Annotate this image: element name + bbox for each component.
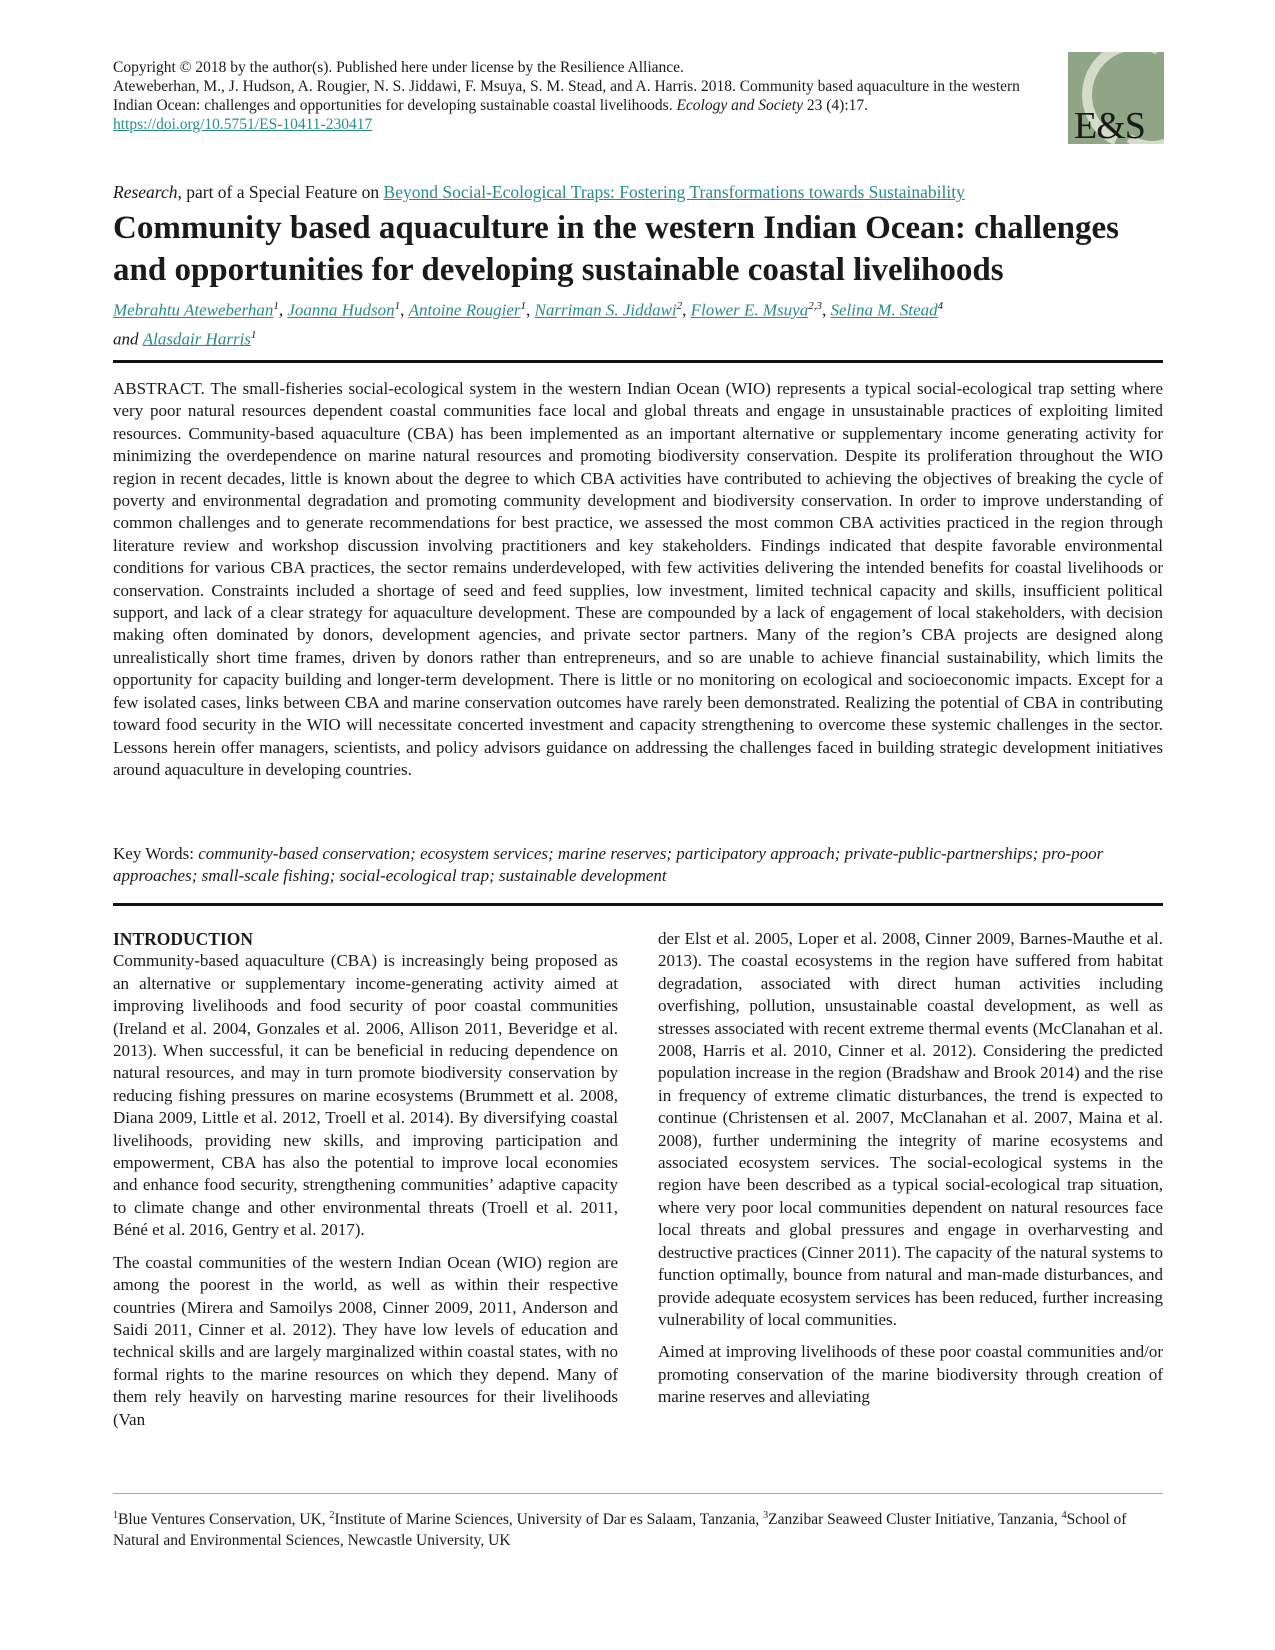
divider — [113, 360, 1163, 363]
special-feature-line: Research, part of a Special Feature on Beyond Social-Ecological Traps: Fostering Transformations towards Sustainability — [113, 182, 965, 202]
body-column-left — [113, 928, 618, 1441]
author-link[interactable]: Mebrahtu Ateweberhan — [113, 300, 274, 320]
author-link[interactable]: Antoine Rougier — [408, 300, 521, 320]
paragraph: The coastal communities of the western Indian Ocean (WIO) region are among the poorest in the world, as well as within their respective countries (Mirera and Samoilys 2008, Cinner 2009, 2011, Anderson and Saidi 2011, Cinner et al. 2012). They have low levels of education and technical skills and are largely marginalized within coastal states, with no formal rights to the marine resources on which they depend. Many of them rely heavily on harvesting marine resources for their livelihoods (Van — [113, 1252, 618, 1429]
citation-text: Ateweberhan, M., J. Hudson, A. Rougier, N. S. Jiddawi, F. Msuya, S. M. Stead, and A. Harris. 2018. Community based aquaculture in the western Indian Ocean: challenges and opportunities for developing sustainable coastal livelihoods. Ecology and Society 23 (4):17. https://doi.org/10.5751/ES-10411-230417 — [113, 78, 1020, 133]
journal-name: Ecology and Society — [676, 97, 803, 114]
paragraph: der Elst et al. 2005, Loper et al. 2008, Cinner 2009, Barnes-Mauthe et al. 2013). The coastal ecosystems in the region have suffered from habitat degradation, associated with direct human activities including overfishing, pollution, unsustainable coastal development, as well as stresses associated with recent extreme thermal events (McClanahan et al. 2008, Harris et al. 2010, Cinner et al. 2012). Considering the predicted population increase in the region (Bradshaw and Brook 2014) and the rise in frequency of extreme climatic disturbances, the trend is expected to continue (Christensen et al. 2007, McClanahan et al. 2007, Maina et al. 2008), further undermining the integrity of marine ecosystems and associated ecosystem services. The social-ecological systems in the region have been described as a typical social-ecological trap situation, where very poor local communities dependent on natural resources face local threats and global pressures and engage in overharvesting and destructive practices (Cinner 2011). The capacity of the natural systems to function optimally, bounce from natural and man-made disturbances, and provide adequate ecosystem services has been reduced, further increasing vulnerability of local communities. — [658, 929, 1163, 1329]
special-feature-link[interactable]: Beyond Social-Ecological Traps: Fostering Transformations towards Sustainability — [383, 182, 965, 202]
authors-and: and — [113, 329, 139, 349]
keywords-text: community-based conservation; ecosystem services; marine reserves; participatory approach; private-public-partnerships; pro-poor approaches; small-scale fishing; social-ecological trap; sustainable development — [113, 844, 1104, 886]
author-link[interactable]: Flower E. Msuya — [690, 300, 809, 320]
article-type: Research — [113, 182, 178, 202]
author-link[interactable]: Selina M. Stead — [830, 300, 938, 320]
author-link[interactable]: Alasdair Harris — [142, 329, 251, 349]
citation-header — [113, 58, 1033, 134]
paragraph: Aimed at improving livelihoods of these poor coastal communities and/or promoting conservation of the marine biodiversity through creation of marine reserves and alleviating — [658, 1342, 1163, 1407]
journal-logo — [1068, 52, 1164, 144]
author-link[interactable]: Joanna Hudson — [287, 300, 395, 320]
divider — [113, 903, 1163, 906]
abstract — [113, 378, 1163, 781]
body-column-right — [658, 928, 1163, 1419]
keywords — [113, 843, 1163, 888]
footnote-divider — [113, 1493, 1163, 1494]
abstract-label: ABSTRACT. — [113, 379, 205, 398]
doi-link[interactable]: https://doi.org/10.5751/ES-10411-230417 — [113, 116, 373, 133]
abstract-text: The small-fisheries social-ecological system in the western Indian Ocean (WIO) represents a typical social-ecological trap setting where very poor natural resources dependent coastal communities face local and global threats and engage in unsustainable practices of exploiting limited resources. Community-based aquaculture (CBA) has been implemented as an important alternative or supplementary income generating activity for minimizing the overdependence on marine natural resources and promoting biodiversity conservation. Despite its proliferation throughout the WIO region in recent decades, little is known about the degree to which CBA activities have contributed to achieving the objectives of breaking the cycle of poverty and environmental degradation and promoting community development and biodiversity conservation. In order to improve understanding of common challenges and to generate recommendations for best practice, we assessed the most common CBA activities practiced in the region through literature review and workshop discussion involving practitioners and key stakeholders. Findings indicated that despite favorable environmental conditions for various CBA practices, the sector remains underdeveloped, with few activities delivering the intended benefits for coastal livelihoods or conservation. Constraints included a shortage of seed and feed supplies, low investment, limited technical capacity and skills, insufficient political support, and lack of a clear strategy for aquaculture development. These are compounded by a lack of engagement of local stakeholders, with decision making often dominated by donors, development agencies, and private sector partners. Many of the region’s CBA projects are designed along unrealistically short time frames, driven by donors rather than entrepreneurs, and so are unable to achieve financial sustainability, which limits the opportunity for capacity building and longer-term development. There is little or no monitoring on ecological and socioeconomic impacts. Except for a few isolated cases, links between CBA and marine conservation outcomes have rarely been demonstrated. Realizing the potential of CBA in contributing toward food security in the WIO will necessitate concerted investment and capacity strengthening to overcome these systemic challenges in the sector. Lessons herein offer managers, scientists, and policy advisors guidance on addressing the challenges faced in building strategic development initiatives around aquaculture in developing countries. — [113, 379, 1163, 779]
affiliations-footnote: $^1$Blue Ventures Conservation, UK, $^2$Institute of Marine Sciences, University of Dar es Salaam, Tanzania, $^3$Zanzibar Seaweed Cluster Initiative, Tanzania, $^4$School of Natural and Environmental Sciences, Newcastle University, UK — [113, 1510, 1127, 1550]
article-title: Community based aquaculture in the western Indian Ocean: challenges and opportunities for developing sustainable coastal livelihoods — [113, 210, 1119, 288]
author-list: Mebrahtu Ateweberhan$^1$, Joanna Hudson$^1$, Antoine Rougier$^1$, Narriman S. Jiddawi$^2$, Flower E. Msuya$^{2,3}$, Selina M. Stead$^4$ and Alasdair Harris$^1$ — [113, 300, 944, 349]
keywords-label: Key Words: — [113, 844, 199, 863]
logo-text: E&S — [1074, 105, 1145, 144]
paragraph: Community-based aquaculture (CBA) is increasingly being proposed as an alternative or supplementary income-generating activity aimed at improving livelihoods and food security of poor coastal communities (Ireland et al. 2004, Gonzales et al. 2006, Allison 2011, Beveridge et al. 2013). When successful, it can be beneficial in reducing dependence on natural resources, and may in turn promote biodiversity conservation by reducing fishing pressures on marine ecosystems (Brummett et al. 2008, Diana 2009, Little et al. 2012, Troell et al. 2014). By diversifying coastal livelihoods, providing new skills, and improving participation and empowerment, CBA has also the potential to improve local economies and enhance food security, strengthening communities’ adaptive capacity to climate change and other environmental threats (Troell et al. 2011, Béné et al. 2016, Gentry et al. 2017). — [113, 951, 618, 1240]
author-link[interactable]: Narriman S. Jiddawi — [534, 300, 677, 320]
copyright-line: Copyright © 2018 by the author(s). Published here under license by the Resilience Alliance. — [113, 59, 684, 76]
section-heading: INTRODUCTION — [113, 929, 254, 949]
